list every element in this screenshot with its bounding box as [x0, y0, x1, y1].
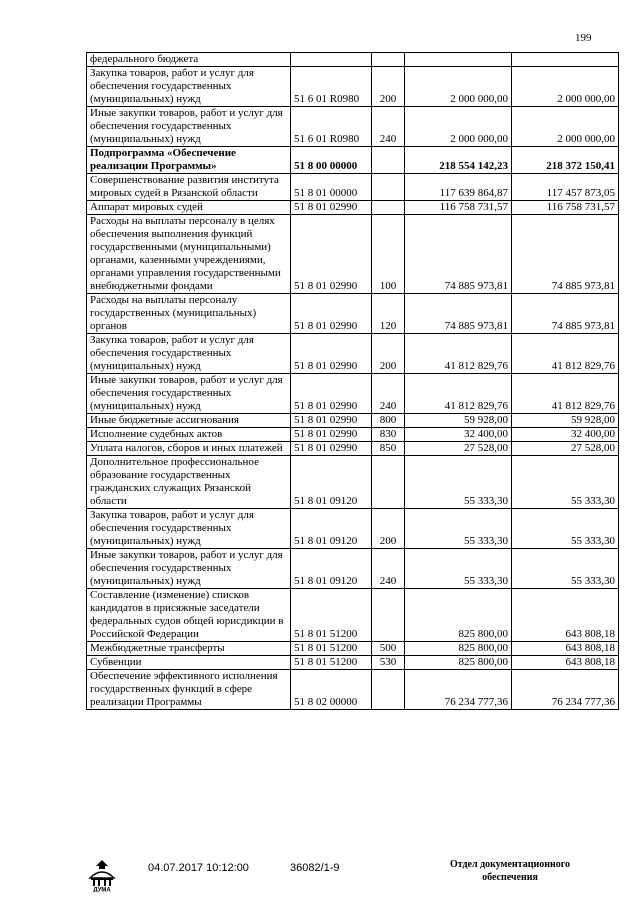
row-amount-final-cell: 643 808,18 — [512, 642, 619, 656]
row-amount-2017-cell: 74 885 973,81 — [405, 294, 512, 334]
row-code-cell: 51 8 01 02990 — [291, 215, 372, 294]
budget-table — [86, 52, 619, 710]
table-row — [87, 107, 619, 147]
row-amount-2017-cell: 76 234 777,36 — [405, 670, 512, 710]
row-amount-final-cell: 32 400,00 — [512, 428, 619, 442]
row-amount-final-cell: 116 758 731,57 — [512, 201, 619, 215]
row-name-cell: Субвенции — [87, 656, 291, 670]
table-row — [87, 442, 619, 456]
row-expense-type-cell: 500 — [372, 642, 405, 656]
row-code-cell: 51 8 01 02990 — [291, 201, 372, 215]
row-name-cell: Аппарат мировых судей — [87, 201, 291, 215]
table-row — [87, 589, 619, 642]
row-code-cell: 51 8 01 09120 — [291, 456, 372, 509]
row-name-cell: Закупка товаров, работ и услуг для обеспечения государственных (муниципальных) нужд — [87, 67, 291, 107]
table-row — [87, 334, 619, 374]
row-name-cell: Дополнительное профессиональное образование государственных гражданских служащих Рязанской области — [87, 456, 291, 509]
row-amount-2017-cell: 59 928,00 — [405, 414, 512, 428]
row-code-cell: 51 8 01 02990 — [291, 374, 372, 414]
row-amount-2017-cell: 825 800,00 — [405, 656, 512, 670]
row-name-cell: Иные закупки товаров, работ и услуг для обеспечения государственных (муниципальных) нужд — [87, 374, 291, 414]
row-expense-type-cell — [372, 201, 405, 215]
row-expense-type-cell: 100 — [372, 215, 405, 294]
row-code-cell: 51 8 01 02990 — [291, 442, 372, 456]
table-row — [87, 147, 619, 174]
row-amount-2017-cell: 41 812 829,76 — [405, 374, 512, 414]
row-amount-final-cell: 2 000 000,00 — [512, 107, 619, 147]
table-row — [87, 549, 619, 589]
row-amount-2017-cell: 55 333,30 — [405, 549, 512, 589]
row-name-cell: Иные закупки товаров, работ и услуг для обеспечения государственных (муниципальных) нужд — [87, 107, 291, 147]
row-expense-type-cell: 240 — [372, 107, 405, 147]
row-amount-final-cell: 643 808,18 — [512, 656, 619, 670]
row-amount-final-cell: 74 885 973,81 — [512, 294, 619, 334]
table-row — [87, 509, 619, 549]
row-name-cell: Межбюджетные трансферты — [87, 642, 291, 656]
row-code-cell: 51 8 01 51200 — [291, 642, 372, 656]
row-name-cell: Обеспечение эффективного исполнения государственных функций в сфере реализации Программы — [87, 670, 291, 710]
row-amount-final-cell: 55 333,30 — [512, 456, 619, 509]
row-amount-final-cell: 41 812 829,76 — [512, 374, 619, 414]
row-amount-2017-cell: 74 885 973,81 — [405, 215, 512, 294]
row-expense-type-cell: 200 — [372, 334, 405, 374]
row-name-cell: Совершенствование развития института мировых судей в Рязанской области — [87, 174, 291, 201]
row-code-cell: 51 8 01 02990 — [291, 294, 372, 334]
row-name-cell: Иные закупки товаров, работ и услуг для обеспечения государственных (муниципальных) нужд — [87, 549, 291, 589]
row-code-cell: 51 8 01 02990 — [291, 428, 372, 442]
row-expense-type-cell — [372, 53, 405, 67]
row-amount-2017-cell: 116 758 731,57 — [405, 201, 512, 215]
row-amount-2017-cell: 117 639 864,87 — [405, 174, 512, 201]
row-expense-type-cell — [372, 589, 405, 642]
row-amount-2017-cell: 32 400,00 — [405, 428, 512, 442]
row-amount-2017-cell: 825 800,00 — [405, 642, 512, 656]
row-name-cell: Расходы на выплаты персоналу государственных (муниципальных) органов — [87, 294, 291, 334]
table-row — [87, 428, 619, 442]
row-amount-final-cell: 55 333,30 — [512, 509, 619, 549]
row-amount-final-cell: 41 812 829,76 — [512, 334, 619, 374]
table-row — [87, 642, 619, 656]
row-amount-final-cell: 55 333,30 — [512, 549, 619, 589]
table-row — [87, 374, 619, 414]
row-amount-2017-cell: 55 333,30 — [405, 509, 512, 549]
row-name-cell: Подпрограмма «Обеспечение реализации Программы» — [87, 147, 291, 174]
footer-department — [425, 858, 595, 884]
table-row — [87, 215, 619, 294]
row-amount-2017-cell: 41 812 829,76 — [405, 334, 512, 374]
row-code-cell: 51 8 01 09120 — [291, 509, 372, 549]
row-code-cell: 51 8 01 09120 — [291, 549, 372, 589]
row-amount-2017-cell: 825 800,00 — [405, 589, 512, 642]
row-code-cell: 51 8 01 02990 — [291, 334, 372, 374]
row-amount-final-cell: 27 528,00 — [512, 442, 619, 456]
budget-table-body — [87, 53, 619, 710]
row-name-cell: Составление (изменение) списков кандидатов в присяжные заседатели федеральных судов общей юрисдикции в Российской Федерации — [87, 589, 291, 642]
row-code-cell: 51 8 01 00000 — [291, 174, 372, 201]
row-name-cell: Иные бюджетные ассигнования — [87, 414, 291, 428]
row-amount-2017-cell: 2 000 000,00 — [405, 107, 512, 147]
row-expense-type-cell: 800 — [372, 414, 405, 428]
row-amount-2017-cell: 218 554 142,23 — [405, 147, 512, 174]
row-name-cell: федерального бюджета — [87, 53, 291, 67]
row-expense-type-cell: 240 — [372, 549, 405, 589]
row-code-cell: 51 8 01 02990 — [291, 414, 372, 428]
row-expense-type-cell: 240 — [372, 374, 405, 414]
row-code-cell: 51 8 01 51200 — [291, 589, 372, 642]
row-amount-final-cell: 59 928,00 — [512, 414, 619, 428]
table-row — [87, 456, 619, 509]
footer-department-line1: Отдел документационного — [449, 859, 571, 870]
row-code-cell — [291, 53, 372, 67]
row-expense-type-cell — [372, 147, 405, 174]
row-expense-type-cell: 850 — [372, 442, 405, 456]
page-footer — [0, 858, 640, 898]
row-expense-type-cell: 200 — [372, 509, 405, 549]
row-code-cell: 51 8 02 00000 — [291, 670, 372, 710]
row-expense-type-cell — [372, 174, 405, 201]
row-amount-final-cell: 76 234 777,36 — [512, 670, 619, 710]
row-name-cell: Расходы на выплаты персоналу в целях обеспечения выполнения функций государственными (муниципальными) органами, казенными учреждениями, органами управления государственными внебюджетными фондами — [87, 215, 291, 294]
table-row — [87, 67, 619, 107]
row-amount-final-cell: 643 808,18 — [512, 589, 619, 642]
table-row — [87, 670, 619, 710]
table-row — [87, 201, 619, 215]
table-row — [87, 294, 619, 334]
table-row — [87, 53, 619, 67]
row-expense-type-cell: 200 — [372, 67, 405, 107]
row-code-cell: 51 8 00 00000 — [291, 147, 372, 174]
duma-logo-icon — [86, 858, 118, 892]
row-amount-2017-cell: 2 000 000,00 — [405, 67, 512, 107]
row-amount-final-cell: 117 457 873,05 — [512, 174, 619, 201]
row-amount-2017-cell: 55 333,30 — [405, 456, 512, 509]
footer-department-line2: обеспечения — [482, 872, 538, 883]
row-name-cell: Уплата налогов, сборов и иных платежей — [87, 442, 291, 456]
row-name-cell: Исполнение судебных актов — [87, 428, 291, 442]
page-number: 199 — [575, 32, 592, 44]
row-expense-type-cell — [372, 456, 405, 509]
footer-doc-number: 36082/1-9 — [290, 862, 340, 874]
row-expense-type-cell — [372, 670, 405, 710]
row-amount-2017-cell — [405, 53, 512, 67]
table-row — [87, 174, 619, 201]
duma-logo-text: ДУМА — [93, 887, 111, 892]
row-amount-final-cell: 218 372 150,41 — [512, 147, 619, 174]
row-code-cell: 51 6 01 R0980 — [291, 67, 372, 107]
row-name-cell: Закупка товаров, работ и услуг для обеспечения государственных (муниципальных) нужд — [87, 334, 291, 374]
row-amount-final-cell — [512, 53, 619, 67]
row-code-cell: 51 8 01 51200 — [291, 656, 372, 670]
table-row — [87, 656, 619, 670]
row-amount-final-cell: 74 885 973,81 — [512, 215, 619, 294]
row-amount-2017-cell: 27 528,00 — [405, 442, 512, 456]
row-expense-type-cell: 120 — [372, 294, 405, 334]
footer-date: 04.07.2017 10:12:00 — [148, 862, 249, 874]
table-row — [87, 414, 619, 428]
row-name-cell: Закупка товаров, работ и услуг для обеспечения государственных (муниципальных) нужд — [87, 509, 291, 549]
row-expense-type-cell: 530 — [372, 656, 405, 670]
row-code-cell: 51 6 01 R0980 — [291, 107, 372, 147]
row-expense-type-cell: 830 — [372, 428, 405, 442]
row-amount-final-cell: 2 000 000,00 — [512, 67, 619, 107]
